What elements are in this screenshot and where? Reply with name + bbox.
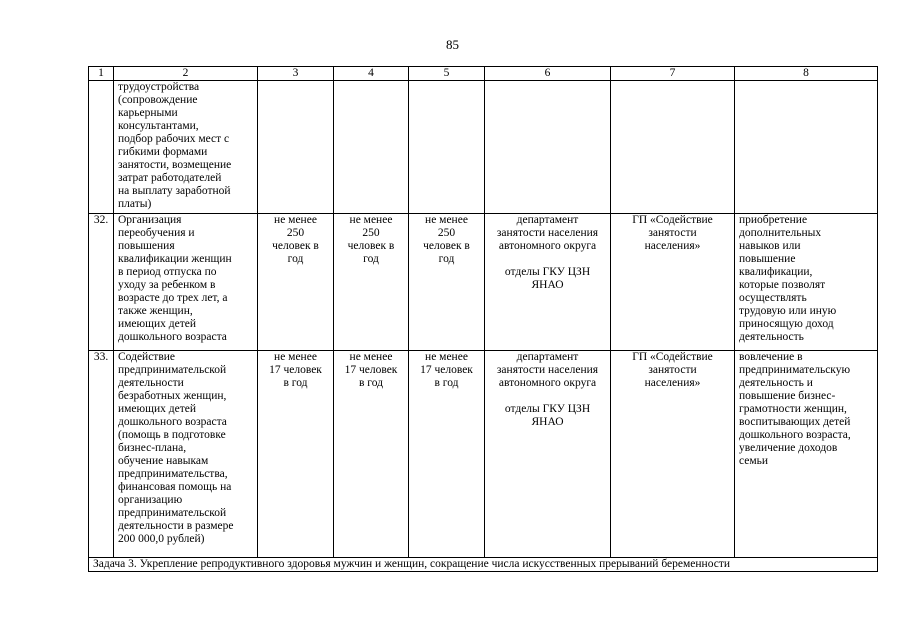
table-row-33 [89, 351, 878, 558]
cell-empty [89, 81, 114, 214]
cell-program: ГП «Содействие занятости населения» [611, 214, 735, 351]
header-col-5: 5 [409, 67, 485, 81]
cell-program: ГП «Содействие занятости населения» [611, 351, 735, 558]
executor-department: департамент занятости населения автономного округа [496, 214, 599, 252]
cell-result: вовлечение в предпринимательскую деятельность и повышение бизнес- грамотности женщин, воспитывающих детей дошкольного возраста, увеличение доходов семьи [735, 351, 878, 558]
cell-measure: Организация переобучения и повышения квалификации женщин в период отпуска по уходу за ребенком в возрасте до трех лет, а также женщин, имеющих детей дошкольного возраста [114, 214, 258, 351]
cell-result: приобретение дополнительных навыков или повышение квалификации, которые позволят осуществлять трудовую или иную приносящую доход деятельность [735, 214, 878, 351]
table-row-32 [89, 214, 878, 351]
cell-measure: Содействие предпринимательской деятельности безработных женщин, имеющих детей дошкольного возраста (помощь в подготовке бизнес-плана, обучение навыкам предпринимательства, финансовая помощь на организацию предпринимательской деятельности в размере 200 000,0 рублей) [114, 351, 258, 558]
cell-value-col4: не менее 250 человек в год [334, 214, 409, 351]
executor-offices: отделы ГКУ ЦЗН ЯНАО [504, 403, 591, 428]
task-heading: Задача 3. Укрепление репродуктивного здоровья мужчин и женщин, сокращение числа искусственных прерываний беременности [89, 558, 878, 572]
header-col-8: 8 [735, 67, 878, 81]
cell-value-col4: не менее 17 человек в год [334, 351, 409, 558]
executor-offices: отделы ГКУ ЦЗН ЯНАО [504, 266, 591, 291]
task-row [89, 558, 878, 572]
cell-executors [485, 351, 611, 558]
measures-table [88, 66, 878, 572]
header-col-7: 7 [611, 67, 735, 81]
cell-measure-continued: трудоустройства (сопровождение карьерными консультантами, подбор рабочих мест с гибкими формами занятости, возмещение затрат работодателей на выплату заработной платы) [114, 81, 258, 214]
cell-empty [485, 81, 611, 214]
header-col-4: 4 [334, 67, 409, 81]
executor-department: департамент занятости населения автономного округа [496, 351, 599, 389]
header-col-6: 6 [485, 67, 611, 81]
header-col-3: 3 [258, 67, 334, 81]
cell-value-col3: не менее 17 человек в год [258, 351, 334, 558]
cell-row-number: 33. [89, 351, 114, 558]
header-col-2: 2 [114, 67, 258, 81]
cell-empty [611, 81, 735, 214]
cell-empty [409, 81, 485, 214]
cell-empty [258, 81, 334, 214]
cell-empty [735, 81, 878, 214]
cell-value-col5: не менее 250 человек в год [409, 214, 485, 351]
table-header-row [89, 67, 878, 81]
table-row-continuation [89, 81, 878, 214]
cell-empty [334, 81, 409, 214]
page-number: 85 [446, 37, 459, 52]
cell-executors [485, 214, 611, 351]
header-col-1: 1 [89, 67, 114, 81]
cell-value-col5: не менее 17 человек в год [409, 351, 485, 558]
cell-value-col3: не менее 250 человек в год [258, 214, 334, 351]
cell-row-number: 32. [89, 214, 114, 351]
